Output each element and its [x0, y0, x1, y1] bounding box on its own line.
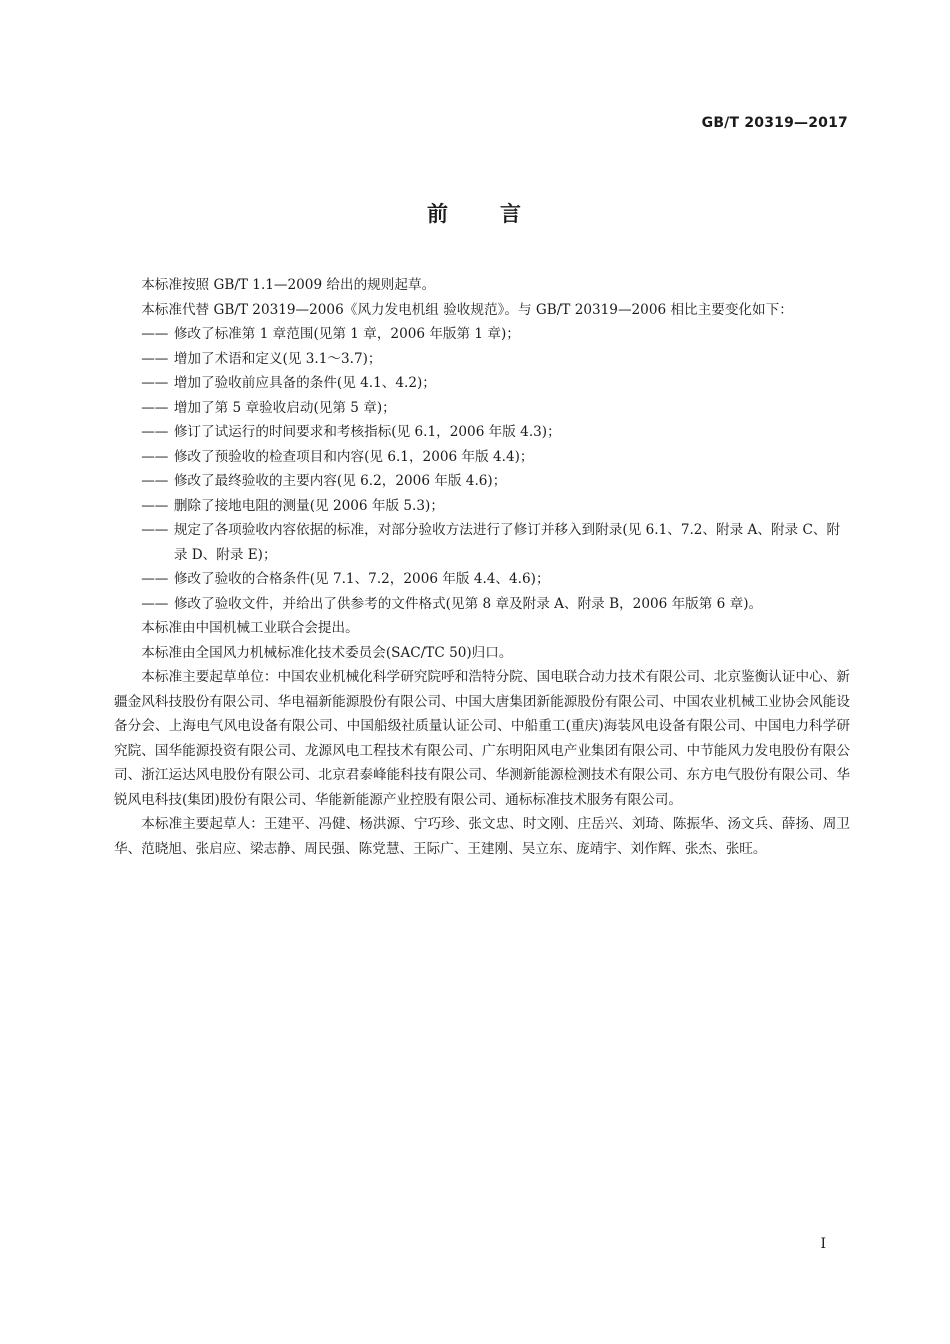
list-item: —— 修改了验收的合格条件(见 7.1、7.2，2006 年版 4.4、4.6)；: [141, 571, 550, 587]
page-number: I: [820, 1236, 826, 1252]
list-item: —— 增加了第 5 章验收启动(见第 5 章)；: [141, 399, 396, 416]
list-item: —— 增加了术语和定义(见 3.1～3.7)；: [141, 350, 382, 367]
list-item: —— 删除了接地电阻的测量(见 2006 年版 5.3)；: [141, 497, 444, 514]
standard-number: GB/T 20319—2017: [701, 115, 848, 131]
title-char-1: 前: [427, 202, 450, 226]
list-item: —— 修改了最终验收的主要内容(见 6.2，2006 年版 4.6)；: [141, 473, 507, 489]
list-item: —— 修改了预验收的检查项目和内容(见 6.1，2006 年版 4.4)；: [141, 448, 534, 465]
paragraph-proposed-by: 本标准由中国机械工业联合会提出。: [141, 620, 359, 636]
foreword-body: [114, 273, 850, 861]
paragraph-drafters: 本标准主要起草人：王建平、冯健、杨洪源、宁巧珍、张文忠、时文刚、庄岳兴、刘琦、陈振华、汤文兵、薛扬、周卫华、范晓旭、张启应、梁志静、周民强、陈党慧、王际广、王建刚、吴立东、庞靖宇、刘作辉、张杰、张旺。: [114, 816, 850, 857]
paragraph-replaces: 本标准代替 GB/T 20319—2006《风力发电机组 验收规范》。与 GB/T 20319—2006 相比主要变化如下：: [141, 301, 793, 318]
paragraph-centralized-by: 本标准由全国风力机械标准化技术委员会(SAC/TC 50)归口。: [141, 644, 513, 661]
list-item: —— 修订了试运行的时间要求和考核指标(见 6.1，2006 年版 4.3)；: [141, 424, 561, 440]
list-item: —— 修改了标准第 1 章范围(见第 1 章，2006 年版第 1 章)；: [141, 326, 520, 342]
changes-list: [114, 322, 850, 616]
paragraph-drafting-units: 本标准主要起草单位：中国农业机械化科学研究院呼和浩特分院、国电联合动力技术有限公司、北京鉴衡认证中心、新疆金风科技股份有限公司、华电福新能源股份有限公司、中国大唐集团新能源股份有限公司、中国农业机械工业协会风能设备分会、上海电气风电设备有限公司、中国船级社质量认证公司、中船重工(重庆)海装风电设备有限公司、中国电力科学研究院、国华能源投资有限公司、龙源风电工程技术有限公司、广东明阳风电产业集团有限公司、中节能风力发电股份有限公司、浙江运达风电股份有限公司、北京君泰峰能科技有限公司、华测新能源检测技术有限公司、东方电气股份有限公司、华锐风电科技(集团)股份有限公司、华能新能源产业控股有限公司、通标标准技术服务有限公司。: [114, 669, 850, 808]
title-char-2: 言: [500, 202, 523, 226]
page-title: [0, 198, 950, 228]
list-item: —— 修改了验收文件，并给出了供参考的文件格式(见第 8 章及附录 A、附录 B，2006 年版第 6 章)。: [141, 595, 763, 612]
list-item: —— 增加了验收前应具备的条件(见 4.1、4.2)；: [141, 375, 436, 391]
paragraph-drafting-rules: 本标准按照 GB/T 1.1—2009 给出的规则起草。: [141, 277, 436, 293]
list-item: —— 规定了各项验收内容依据的标准，对部分验收方法进行了修订并移入到附录(见 6.1、7.2、附录 A、附录 C、附录 D、附录 E)；: [141, 522, 841, 563]
